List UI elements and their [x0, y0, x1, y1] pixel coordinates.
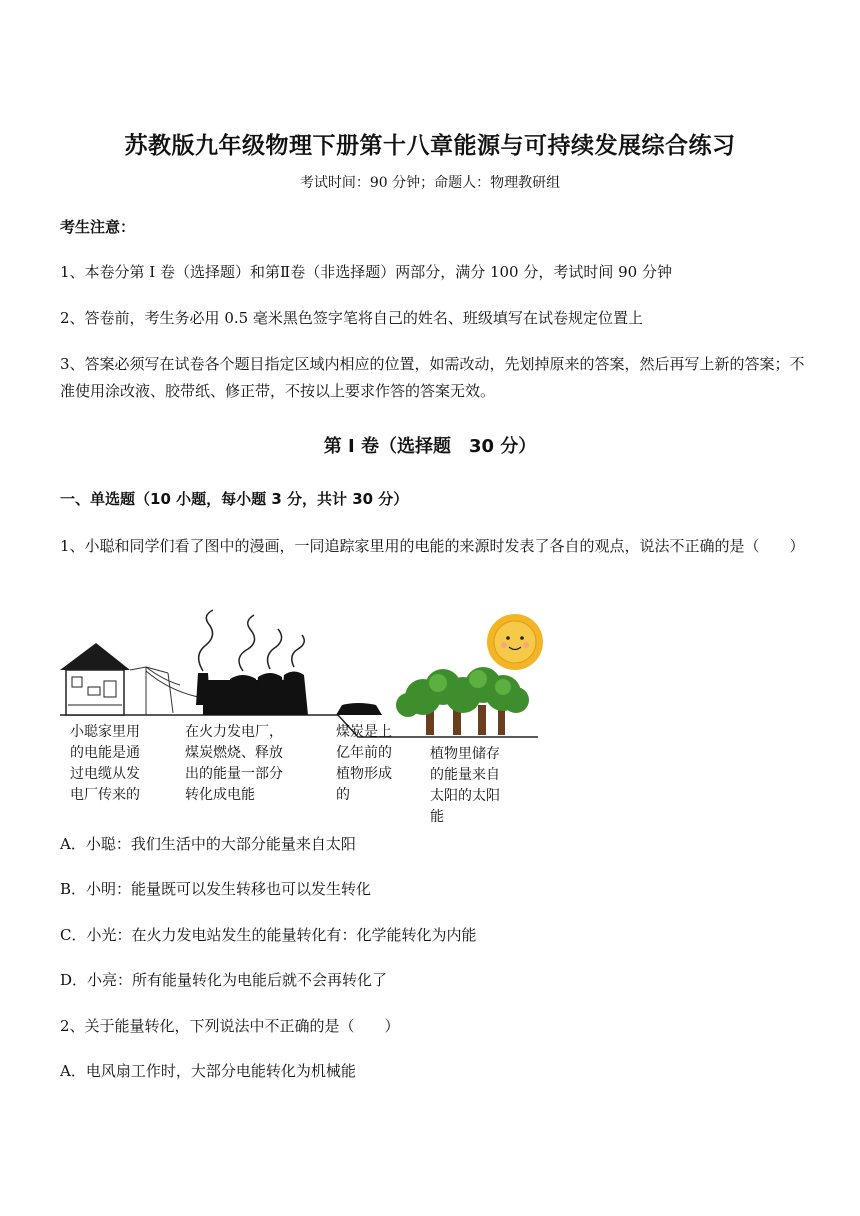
part-title: 一、单选题（10 小题，每小题 3 分，共计 30 分） [60, 490, 409, 508]
question-1-option-b: B．小明：能量既可以发生转移也可以发生转化 [60, 880, 372, 898]
question-1-option-d: D．小亮：所有能量转化为电能后就不会再转化了 [60, 971, 388, 989]
trees-icon [396, 667, 529, 735]
question-1-stem: 1、小聪和同学们看了图中的漫画，一同追踪家里用的电能的来源时发表了各自的观点，说法不正确的是（ ） [60, 537, 805, 555]
power-plant-icon [196, 672, 308, 716]
caption-3: 煤炭是上 亿年前的 植物形成 的 [336, 724, 392, 803]
question-1-option-a: A．小聪：我们生活中的大部分能量来自太阳 [60, 835, 356, 853]
question-1-option-c: C．小光：在火力发电站发生的能量转化有：化学能转化为内能 [60, 926, 477, 944]
notice-item-3: 3、答案必须写在试卷各个题目指定区域内相应的位置，如需改动，先划掉原来的答案，然后再写上新的答案；不准使用涂改液、胶带纸、修正带，不按以上要求作答的答案无效。 [60, 355, 805, 400]
question-2-option-a: A．电风扇工作时，大部分电能转化为机械能 [60, 1062, 356, 1080]
exam-subtitle: 考试时间：90 分钟；命题人：物理教研组 [299, 175, 561, 191]
notice-item-1: 1、本卷分第 I 卷（选择题）和第Ⅱ卷（非选择题）两部分，满分 100 分，考试时间 90 分钟 [60, 263, 672, 281]
coal-icon [336, 703, 382, 715]
house-icon [60, 643, 130, 715]
notice-item-2: 2、答卷前，考生务必用 0.5 毫米黑色签字笔将自己的姓名、班级填写在试卷规定位置上 [60, 309, 643, 327]
question-2-stem: 2、关于能量转化，下列说法中不正确的是（ ） [60, 1017, 400, 1035]
energy-source-cartoon [58, 605, 558, 830]
notice-heading: 考生注意： [60, 218, 136, 236]
caption-2: 在火力发电厂， 煤炭燃烧、释放 出的能量一部分 转化成电能 [185, 724, 283, 803]
section-title: 第 I 卷（选择题 30 分） [323, 436, 537, 457]
page-title: 苏教版九年级物理下册第十八章能源与可持续发展综合练习 [124, 133, 736, 159]
caption-1: 小聪家里用 的电能是通 过电缆从发 电厂传来的 [70, 724, 140, 803]
caption-4: 植物里储存 的能量来自 太阳的太阳 能 [430, 746, 500, 825]
sun-icon [487, 614, 543, 670]
